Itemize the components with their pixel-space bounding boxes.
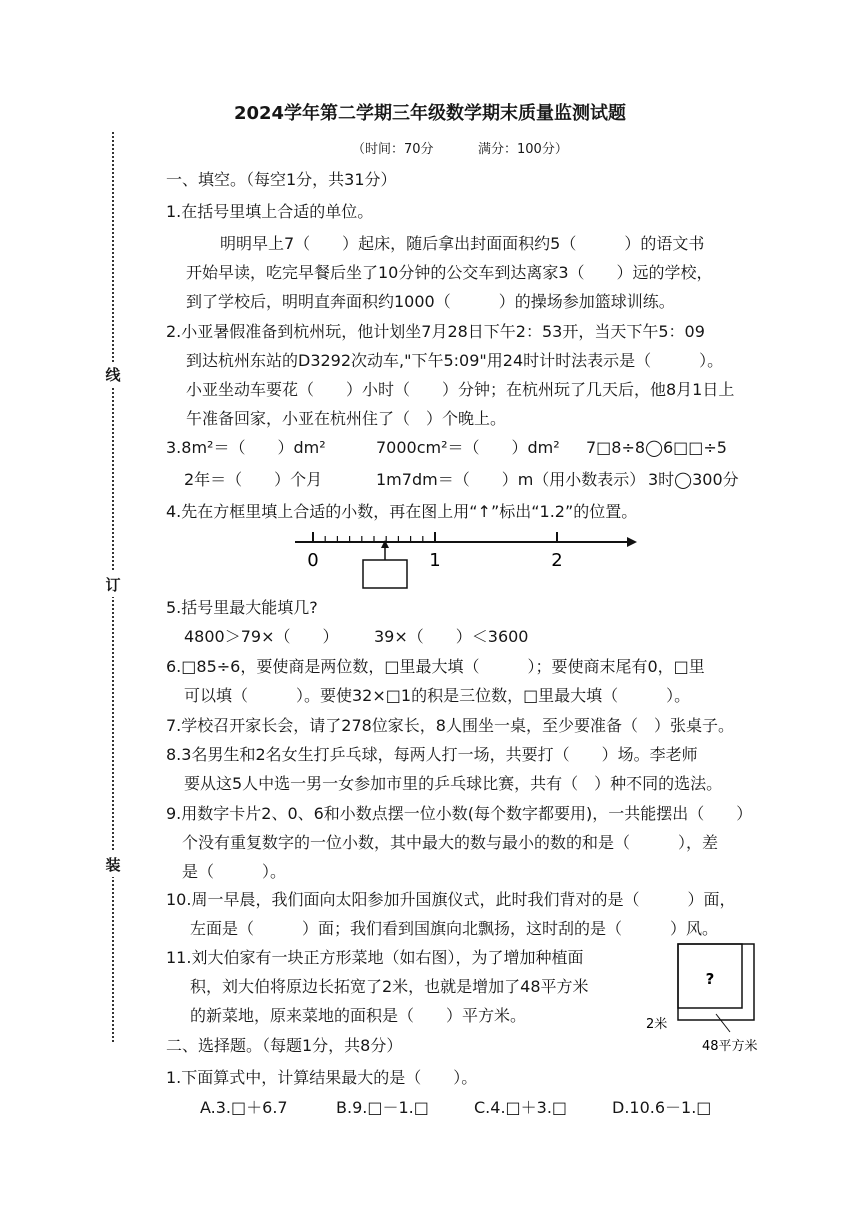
q9-line: 9.用数字卡片2、0、6和小数点摆一位小数(每个数字都要用)，一共能摆出（ ）	[166, 804, 753, 823]
field-area-label: 48平方米	[702, 1039, 758, 1054]
q10-line: 左面是（ ）面；我们看到国旗向北飘扬，这时刮的是（ ）风。	[190, 919, 719, 938]
q3-item: 7□8÷8◯6□□÷5	[586, 438, 727, 457]
number-line-label-1: 1	[429, 550, 441, 571]
q5-item-a: 4800＞79×（ ）	[184, 627, 339, 646]
option-c: C.4.□＋3.□	[474, 1098, 568, 1117]
q6-line: 6.□85÷6，要使商是两位数，□里最大填（ ）；要使商末尾有0，□里	[166, 657, 705, 676]
number-line-diagram	[285, 524, 645, 594]
option-b: B.9.□－1.□	[336, 1098, 429, 1117]
q2-line: 小亚坐动车要花（ ）小时（ ）分钟；在杭州玩了几天后，他8月1日上	[186, 380, 735, 399]
q1-line: 到了学校后，明明直奔面积约1000（ ）的操场参加篮球训练。	[186, 292, 675, 311]
field-area-pointer	[716, 1014, 730, 1032]
q3-item: 3时◯300分	[648, 470, 739, 489]
exam-title: 2024学年第二学期三年级数学期末质量监测试题	[233, 103, 627, 124]
number-line-label-2: 2	[551, 550, 563, 571]
q2-line: 午准备回家，小亚在杭州住了（ ）个晚上。	[186, 409, 507, 428]
margin-label-zhuang: 装	[104, 852, 122, 877]
square-field-diagram	[632, 938, 772, 1054]
q1-line: 明明早上7（ ）起床，随后拿出封面面积约5（ ）的语文书	[220, 234, 705, 253]
option-d: D.10.6－1.□	[612, 1098, 712, 1117]
q4-text: 4.先在方框里填上合适的小数，再在图上用“↑”标出“1.2”的位置。	[166, 502, 638, 521]
number-line-arrowhead	[627, 537, 637, 547]
q9-line: 是（ ）。	[182, 862, 287, 881]
q6-line: 可以填（ ）。要使32×□1的积是三位数，□里最大填（ ）。	[184, 686, 691, 705]
q7-text: 7.学校召开家长会，请了278位家长，8人围坐一桌，至少要准备（ ）张桌子。	[166, 716, 734, 735]
margin-label-ding: 订	[104, 572, 122, 597]
s2-q1-text: 1.下面算式中，计算结果最大的是（ ）。	[166, 1068, 478, 1087]
q1-line: 1.在括号里填上合适的单位。	[166, 202, 374, 221]
q9-line: 个没有重复数字的一位小数，其中最大的数与最小的数的和是（ ），差	[182, 833, 719, 852]
q11-line: 的新菜地，原来菜地的面积是（ ）平方米。	[190, 1006, 527, 1025]
q3-item: 3.8m²＝（ ）dm²	[166, 438, 326, 457]
answer-box[interactable]	[363, 560, 407, 588]
section1-heading: 一、填空。（每空1分，共31分）	[166, 170, 397, 189]
q3-item: 2年＝（ ）个月	[184, 470, 323, 489]
q8-line: 8.3名男生和2名女生打乒乓球，每两人打一场，共要打（ ）场。李老师	[166, 745, 698, 764]
q3-item: 7000cm²＝（ ）dm²	[376, 438, 560, 457]
field-side-label: 2米	[646, 1017, 668, 1032]
q1-line: 开始早读，吃完早餐后坐了10分钟的公交车到达离家3（ ）远的学校，	[186, 263, 713, 282]
section2-heading: 二、选择题。（每题1分，共8分）	[166, 1036, 403, 1055]
number-line-label-0: 0	[307, 550, 319, 571]
q10-line: 10.周一早晨，我们面向太阳参加升国旗仪式，此时我们背对的是（ ）面，	[166, 890, 736, 909]
q8-line: 要从这5人中选一男一女参加市里的乒乓球比赛，共有（ ）种不同的选法。	[184, 774, 723, 793]
margin-label-xian: 线	[104, 362, 122, 387]
option-a: A.3.□＋6.7	[200, 1098, 288, 1117]
q5-item-b: 39×（ ）＜3600	[374, 627, 529, 646]
exam-time: （时间：70分	[352, 142, 434, 157]
q3-item: 1m7dm＝（ ）m（用小数表示）	[376, 470, 646, 489]
field-unknown-label: ?	[705, 970, 715, 988]
exam-score: 满分：100分）	[478, 142, 568, 157]
q2-line: 到达杭州东站的D3292次动车,"下午5:09"用24时计时法表示是（ ）。	[186, 351, 724, 370]
q11-line: 积，刘大伯将原边长拓宽了2米，也就是增加了48平方米	[190, 977, 589, 996]
q11-line: 11.刘大伯家有一块正方形菜地（如右图），为了增加种植面	[166, 948, 584, 967]
q5-text: 5.括号里最大能填几?	[166, 598, 318, 617]
number-line-ticks	[313, 532, 557, 542]
q2-line: 2.小亚暑假准备到杭州玩，他计划坐7月28日下午2：53开，当天下午5：09	[166, 322, 705, 341]
